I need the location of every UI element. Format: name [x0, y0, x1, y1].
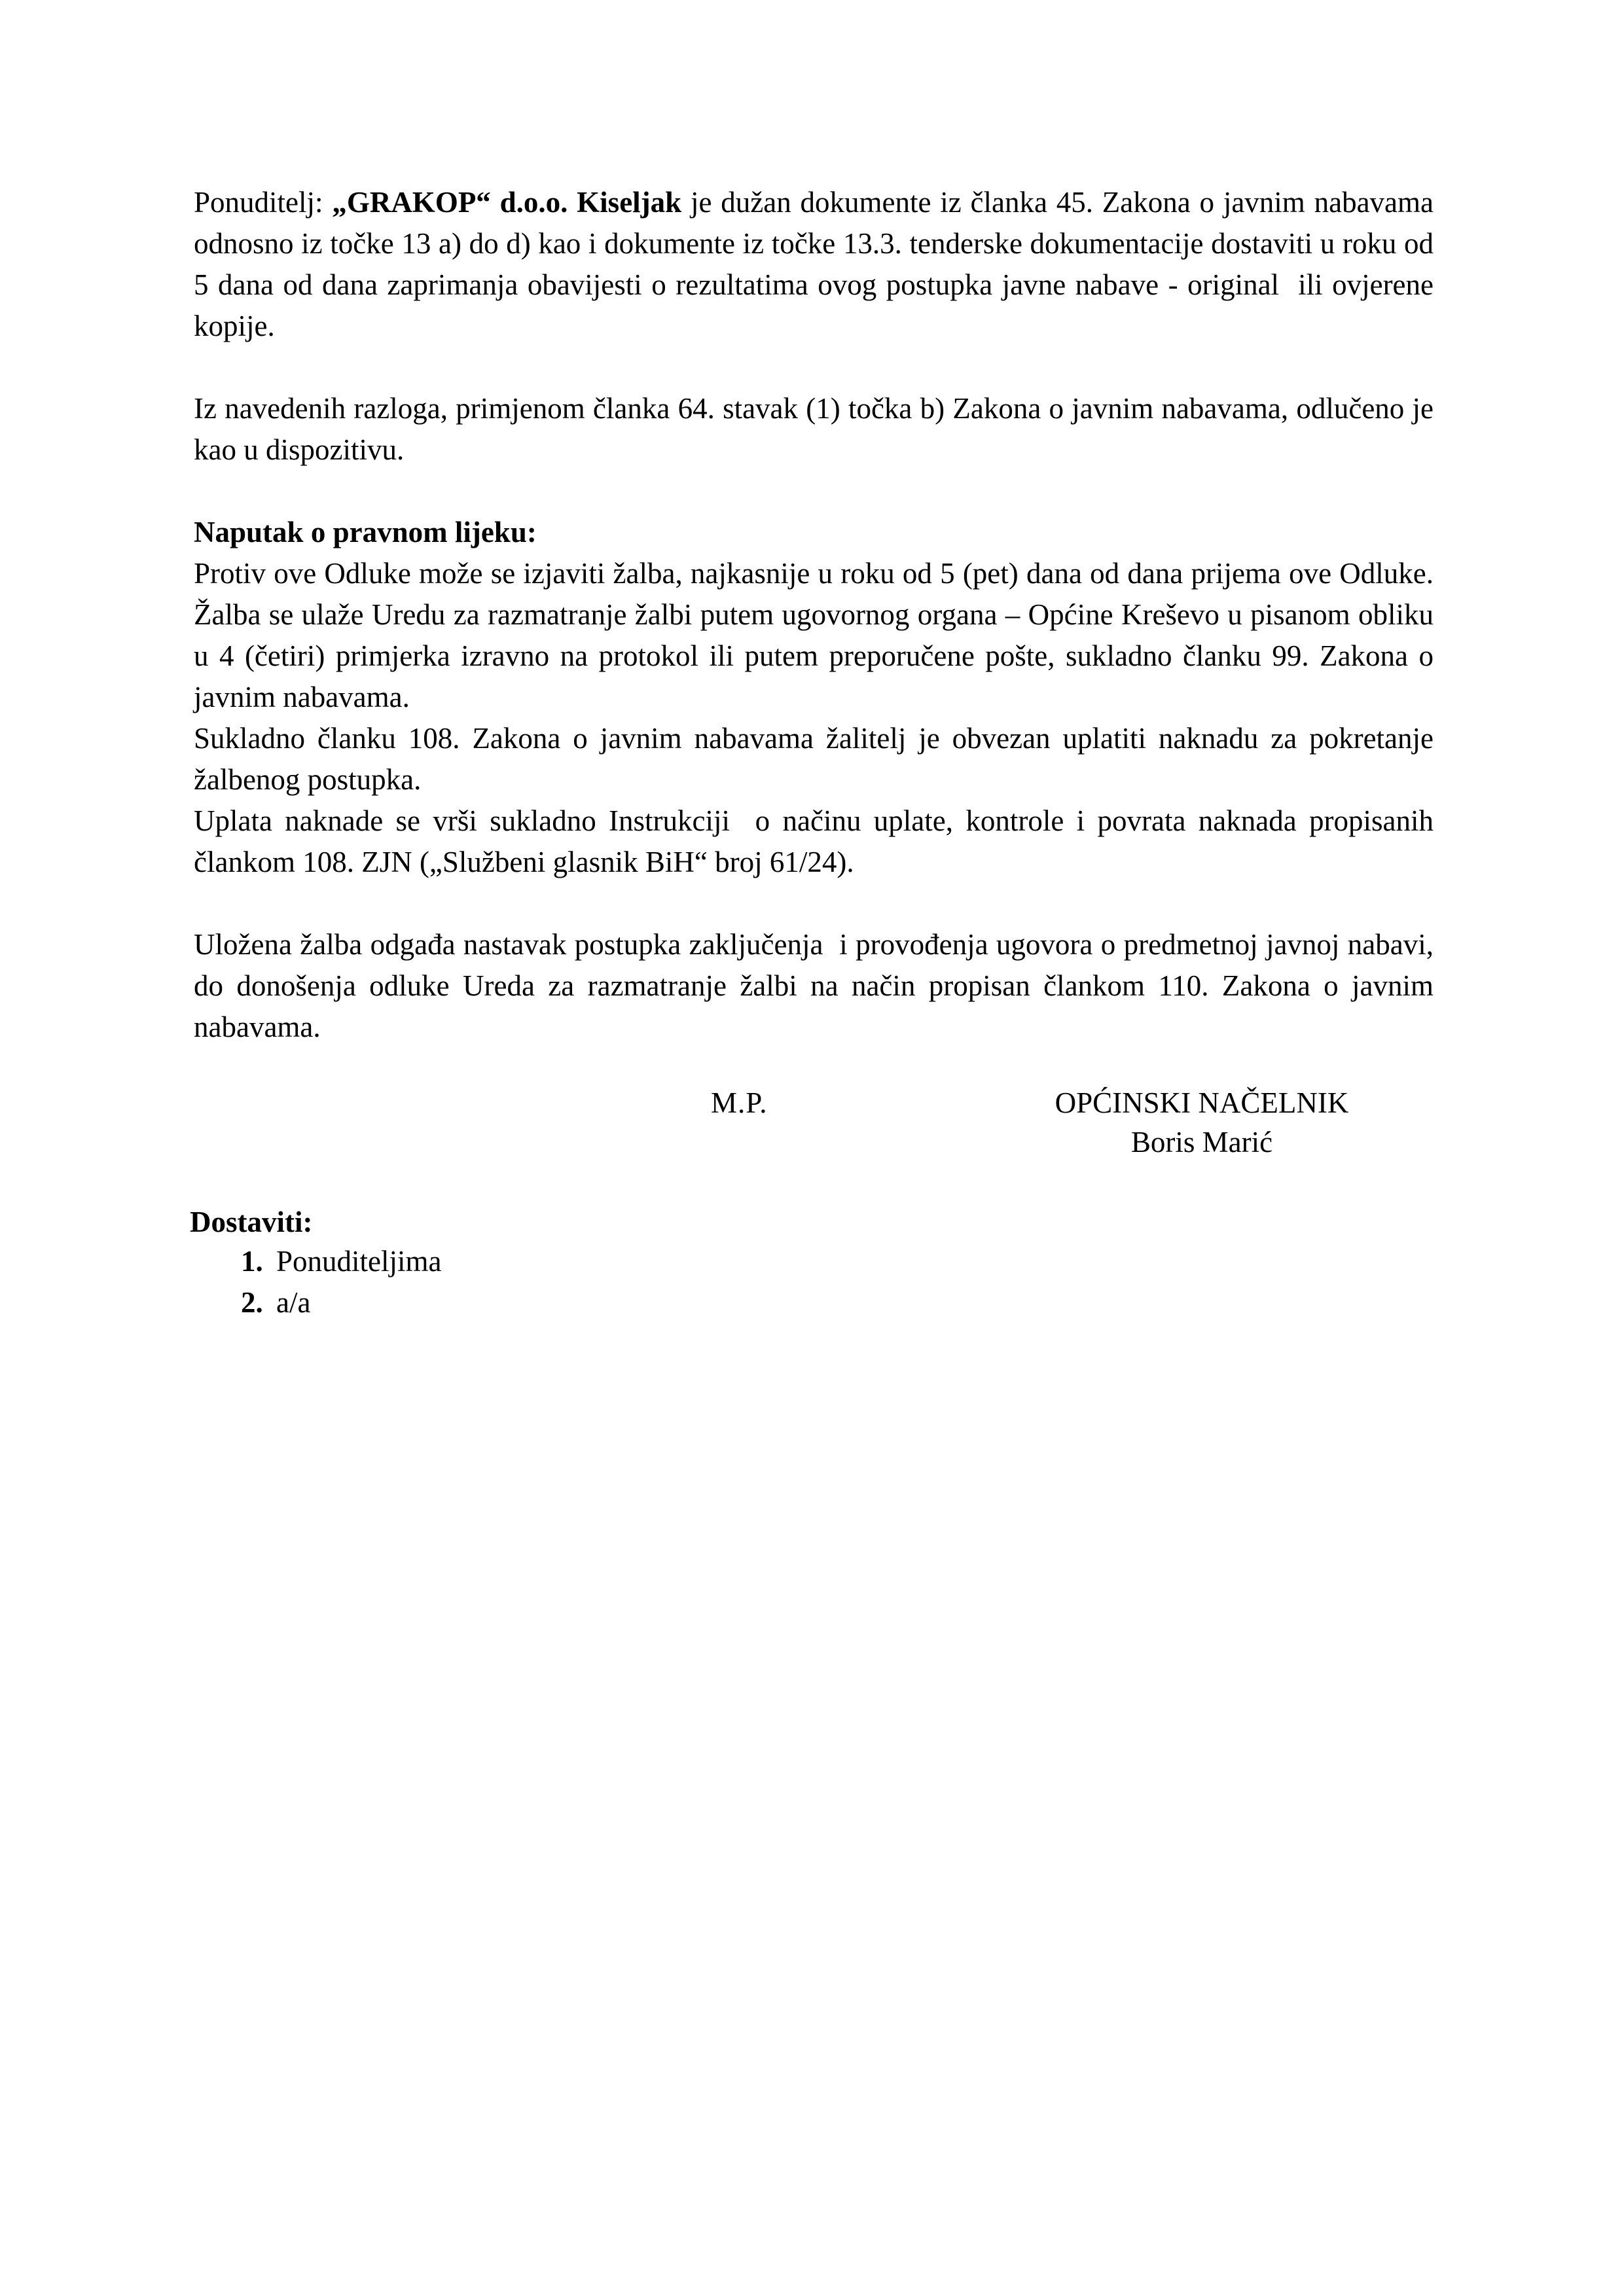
paragraph-obligation-rest: je dužan dokumente iz članka 45. Zakona o javnim nabavama odnosno iz točke 13 a) do d) kao i dokumente iz točke 13.3. tenderske dokumentacije dostaviti u roku od 5 dana od dana zaprimanja obavijesti o rezultatima ovog postupka javne nabave - original ili ovjerene kopije. — [194, 186, 1441, 342]
stamp-placeholder: M.P. — [711, 1086, 768, 1119]
delivery-item-label: a/a — [276, 1286, 311, 1319]
delivery-item-label: Ponuditeljima — [276, 1245, 442, 1278]
paragraph-spacer — [194, 347, 1434, 388]
delivery-list — [190, 1241, 844, 1323]
signatory-title: OPĆINSKI NAČELNIK — [1055, 1086, 1349, 1119]
paragraph-appeal-suspends: Uložena žalba odgađa nastavak postupka zaključenja i provođenja ugovora o predmetnoj javnoj nabavi, do donošenja odluke Ureda za razmatranje žalbi na način propisan člankom 110. Zakona o javnim nabavama. — [194, 928, 1441, 1043]
bidder-name: „GRAKOP“ d.o.o. Kiseljak — [332, 186, 682, 219]
list-item — [190, 1241, 844, 1282]
paragraph-decision-rationale: Iz navedenih razloga, primjenom članka 64. stavak (1) točka b) Zakona o javnim nabavama, odlučeno je kao u dispozitivu. — [194, 392, 1441, 466]
signatory — [973, 1083, 1431, 1162]
legal-remedy-heading: Naputak o pravnom lijeku: — [194, 516, 537, 548]
legal-remedy-paragraph-payment: Uplata naknade se vrši sukladno Instrukciji o načinu uplate, kontrole i povrata naknada propisanih člankom 108. ZJN („Službeni glasnik BiH“ broj 61/24). — [194, 804, 1441, 878]
legal-remedy-paragraph-fee: Sukladno članku 108. Zakona o javnim nabavama žalitelj je obvezan uplatiti naknadu za pokretanje žalbenog postupka. — [194, 722, 1441, 796]
paragraph-obligation-lead: Ponuditelj: — [194, 186, 333, 219]
delivery-title: Dostaviti: — [190, 1206, 313, 1238]
paragraph-spacer — [194, 883, 1434, 924]
legal-remedy-paragraph-appeal: Protiv ove Odluke može se izjaviti žalba, najkasnije u roku od 5 (pet) dana od dana prijema ove Odluke. Žalba se ulaže Uredu za razmatranje žalbi putem ugovornog organa – Općine Kreševo u pisanom obliku u 4 (četiri) primjerka izravno na protokol ili putem preporučene pošte, sukladno članku 99. Zakona o javnim nabavama. — [194, 557, 1441, 713]
signature-block — [194, 1083, 1434, 1194]
paragraph-spacer — [194, 471, 1434, 512]
signatory-name: Boris Marić — [1130, 1126, 1273, 1158]
delivery-item-number: 1. — [241, 1245, 263, 1278]
delivery-section — [190, 1203, 844, 1323]
document-body — [194, 182, 1441, 1048]
delivery-item-number: 2. — [241, 1286, 263, 1319]
list-item — [190, 1282, 844, 1323]
paragraph-obligation — [194, 182, 1441, 347]
